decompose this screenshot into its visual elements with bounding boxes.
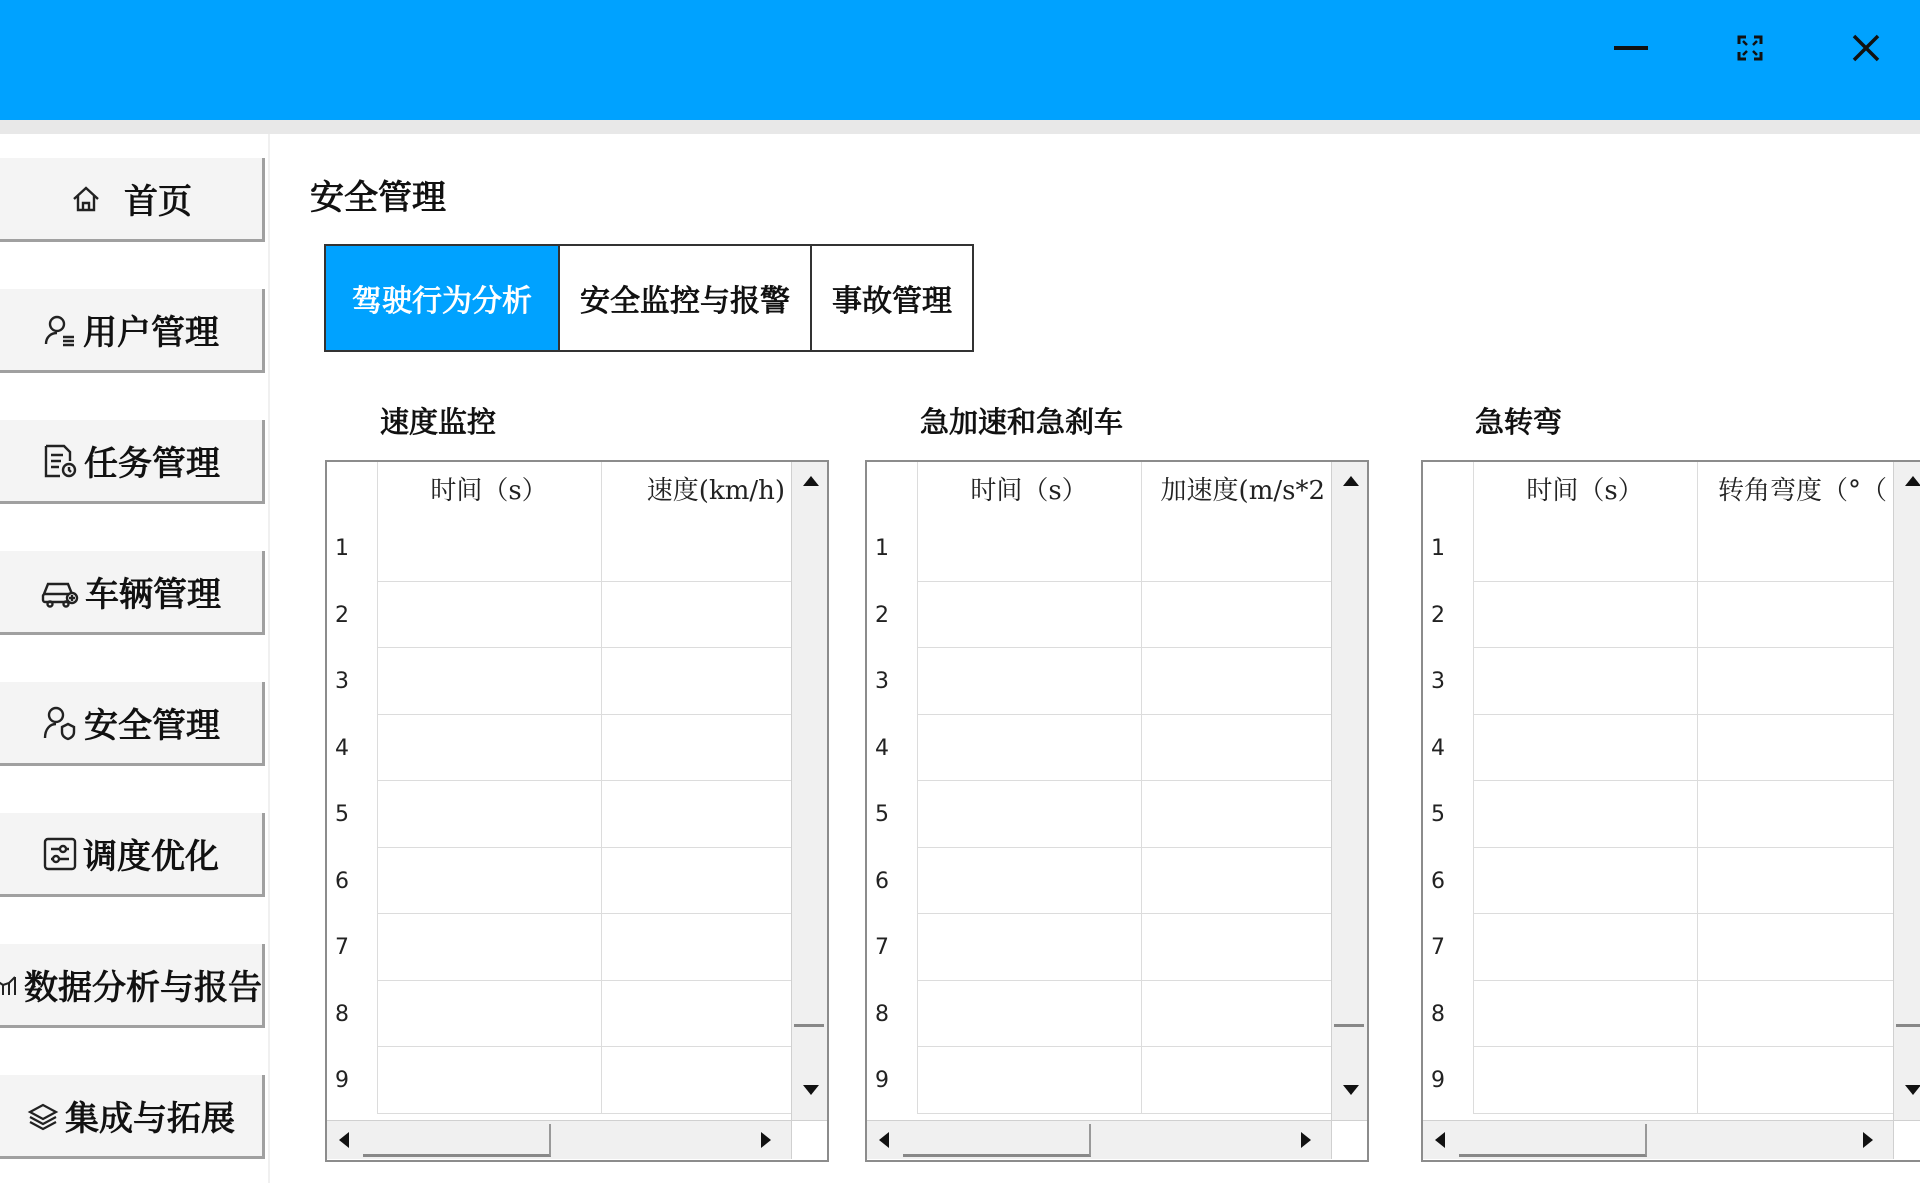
sidebar-item-vehicles[interactable] xyxy=(0,551,265,635)
scroll-left-icon[interactable] xyxy=(879,1132,889,1148)
sharp-turn-title: 急转弯 xyxy=(1475,405,1563,439)
row-line xyxy=(1473,847,1893,848)
vertical-scrollbar[interactable] xyxy=(1331,462,1368,1129)
minimize-icon xyxy=(1614,44,1650,52)
restore-icon xyxy=(1737,35,1763,61)
row-line xyxy=(917,847,1331,848)
sidebar-item-analytics[interactable] xyxy=(0,944,265,1028)
sidebar-item-label: 集成与拓展 xyxy=(65,1099,235,1139)
scroll-up-icon[interactable] xyxy=(803,476,819,486)
column-header[interactable]: 速度(km/h) xyxy=(646,475,785,506)
vertical-scrollbar[interactable] xyxy=(1893,462,1920,1129)
row-line xyxy=(377,714,791,715)
row-header[interactable]: 4 xyxy=(1431,735,1445,761)
sidebar-item-label: 安全管理 xyxy=(84,706,220,746)
row-line xyxy=(377,913,791,914)
speed-monitor-title: 速度监控 xyxy=(380,405,497,439)
row-line xyxy=(377,780,791,781)
horizontal-scroll-thumb[interactable] xyxy=(1459,1124,1647,1157)
user-icon xyxy=(43,313,77,347)
row-line xyxy=(917,780,1331,781)
row-header[interactable]: 2 xyxy=(875,602,889,628)
row-header[interactable]: 5 xyxy=(1431,802,1445,827)
column-divider xyxy=(377,462,378,1113)
column-header[interactable]: 加速度(m/s*2 xyxy=(1160,475,1325,506)
row-header[interactable]: 9 xyxy=(875,1068,889,1093)
layers-icon xyxy=(27,1101,59,1131)
home-icon xyxy=(70,183,102,215)
row-line xyxy=(377,980,791,981)
row-header[interactable]: 1 xyxy=(335,536,349,561)
row-header[interactable]: 5 xyxy=(335,802,349,827)
row-line xyxy=(377,1046,791,1047)
sidebar-item-tasks[interactable] xyxy=(0,420,265,504)
sidebar xyxy=(0,134,268,1183)
row-line xyxy=(917,647,1331,648)
car-icon xyxy=(41,576,79,608)
row-line xyxy=(377,581,791,582)
scroll-right-icon[interactable] xyxy=(1301,1132,1311,1148)
row-line xyxy=(917,980,1331,981)
row-header[interactable]: 6 xyxy=(875,868,889,894)
row-line xyxy=(1473,581,1893,582)
scroll-right-icon[interactable] xyxy=(761,1132,771,1148)
row-line xyxy=(377,1113,791,1114)
row-line xyxy=(1473,1046,1893,1047)
scroll-down-icon[interactable] xyxy=(803,1085,819,1095)
scroll-right-icon[interactable] xyxy=(1863,1132,1873,1148)
row-line xyxy=(1473,1113,1893,1114)
sidebar-item-safety[interactable] xyxy=(0,682,265,766)
tab-bar xyxy=(324,244,974,352)
task-document-icon xyxy=(42,443,78,479)
row-header[interactable]: 7 xyxy=(1431,935,1445,960)
title-bar xyxy=(0,0,1920,120)
row-line xyxy=(917,581,1331,582)
sidebar-item-scheduling[interactable] xyxy=(0,813,265,897)
horizontal-scrollbar[interactable] xyxy=(867,1120,1331,1159)
row-header[interactable]: 8 xyxy=(335,1001,349,1027)
restore-button[interactable] xyxy=(1720,18,1780,78)
row-line xyxy=(377,647,791,648)
vertical-scroll-thumb[interactable] xyxy=(1896,494,1920,1027)
safety-person-icon xyxy=(42,705,78,741)
tab-driving-behavior[interactable]: 驾驶行为分析 xyxy=(326,246,560,350)
title-bar-separator xyxy=(0,120,1920,134)
row-header[interactable]: 9 xyxy=(335,1068,349,1093)
row-header[interactable]: 1 xyxy=(1431,536,1445,561)
row-header[interactable]: 3 xyxy=(335,669,349,694)
row-header[interactable]: 5 xyxy=(875,802,889,827)
row-header[interactable]: 6 xyxy=(1431,868,1445,894)
schedule-sliders-icon xyxy=(43,837,77,871)
vertical-scroll-thumb[interactable] xyxy=(794,494,824,1027)
sidebar-item-label: 调度优化 xyxy=(83,837,219,877)
tab-accident-management[interactable]: 事故管理 xyxy=(812,246,972,350)
horizontal-scrollbar[interactable] xyxy=(1423,1120,1893,1159)
speed-grid[interactable] xyxy=(325,460,829,1162)
row-header[interactable]: 2 xyxy=(335,602,349,628)
row-header[interactable]: 6 xyxy=(335,868,349,894)
row-line xyxy=(917,913,1331,914)
page-title: 安全管理 xyxy=(310,178,446,218)
close-button[interactable] xyxy=(1836,18,1896,78)
vertical-scroll-thumb[interactable] xyxy=(1334,494,1364,1027)
main-panel xyxy=(270,134,1920,1183)
sidebar-item-users[interactable] xyxy=(0,289,265,373)
row-header[interactable]: 2 xyxy=(1431,602,1445,628)
row-line xyxy=(917,1046,1331,1047)
row-line xyxy=(917,1113,1331,1114)
row-header[interactable]: 8 xyxy=(1431,1001,1445,1027)
row-header[interactable]: 8 xyxy=(875,1001,889,1027)
row-line xyxy=(1473,714,1893,715)
column-header[interactable]: 时间（s） xyxy=(1526,475,1644,506)
horizontal-scroll-thumb[interactable] xyxy=(903,1124,1091,1157)
scroll-corner xyxy=(791,1120,828,1159)
column-divider xyxy=(917,462,918,1113)
minimize-button[interactable] xyxy=(1602,18,1662,78)
sidebar-item-label: 任务管理 xyxy=(84,444,220,484)
sidebar-item-label: 数据分析与报告 xyxy=(24,968,262,1008)
accel-grid[interactable] xyxy=(865,460,1369,1162)
scroll-down-icon[interactable] xyxy=(1343,1085,1359,1095)
row-line xyxy=(377,847,791,848)
row-header[interactable]: 7 xyxy=(335,935,349,960)
close-icon xyxy=(1852,34,1880,62)
sidebar-item-label: 首页 xyxy=(124,182,192,222)
sidebar-item-label: 用户管理 xyxy=(83,313,219,353)
column-header[interactable]: 时间（s） xyxy=(970,475,1088,506)
sidebar-item-integration[interactable] xyxy=(0,1075,265,1159)
column-divider xyxy=(1141,462,1142,1113)
row-header[interactable]: 7 xyxy=(875,935,889,960)
tab-safety-monitoring[interactable]: 安全监控与报警 xyxy=(560,246,812,350)
column-divider xyxy=(601,462,602,1113)
column-header[interactable]: 时间（s） xyxy=(430,475,548,506)
horizontal-scroll-thumb[interactable] xyxy=(363,1124,551,1157)
column-divider xyxy=(1473,462,1474,1113)
scroll-corner xyxy=(1331,1120,1368,1159)
horizontal-scrollbar[interactable] xyxy=(327,1120,791,1159)
scroll-left-icon[interactable] xyxy=(1435,1132,1445,1148)
scroll-left-icon[interactable] xyxy=(339,1132,349,1148)
row-line xyxy=(1473,913,1893,914)
column-header[interactable]: 转角弯度（°（ xyxy=(1717,475,1887,506)
sidebar-item-home[interactable] xyxy=(0,158,265,242)
row-header[interactable]: 4 xyxy=(875,735,889,761)
chart-icon xyxy=(0,973,18,997)
vertical-scrollbar[interactable] xyxy=(791,462,828,1129)
row-header[interactable]: 3 xyxy=(1431,669,1445,694)
scroll-down-icon[interactable] xyxy=(1905,1085,1920,1095)
sidebar-item-label: 车辆管理 xyxy=(85,575,221,615)
accel-brake-title: 急加速和急刹车 xyxy=(920,405,1124,439)
row-line xyxy=(1473,647,1893,648)
scroll-corner xyxy=(1893,1120,1920,1159)
row-header[interactable]: 9 xyxy=(1431,1068,1445,1093)
row-line xyxy=(1473,980,1893,981)
row-header[interactable]: 3 xyxy=(875,669,889,694)
scroll-up-icon[interactable] xyxy=(1343,476,1359,486)
turn-grid[interactable] xyxy=(1421,460,1920,1162)
scroll-up-icon[interactable] xyxy=(1905,476,1920,486)
row-line xyxy=(917,714,1331,715)
row-line xyxy=(1473,780,1893,781)
row-header[interactable]: 4 xyxy=(335,735,349,761)
row-header[interactable]: 1 xyxy=(875,536,889,561)
column-divider xyxy=(1697,462,1698,1113)
